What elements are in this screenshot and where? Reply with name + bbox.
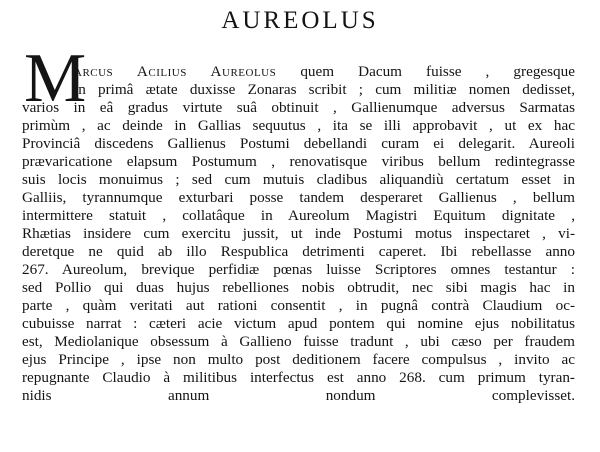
text-line: suis locis monuimus ; sed cum mutuis cladibus aliquandiù certatum esset in <box>22 171 575 188</box>
text-line: ejus Principe , ipse non multo post deditionem facere compulsus , invito ac <box>22 351 575 368</box>
text-line: Galliis, tyrannumque exturbari posse tandem desperaret Gallienus , bellum <box>22 189 575 206</box>
text-line: sed Pollio qui duas hujus rebelliones nobis obtrudit, nec sibi magis hac in <box>22 279 575 296</box>
name-smallcaps: arcus Acilius Aureolus <box>74 63 277 80</box>
text-line: in primâ ætate duxisse Zonaras scribit ; cum militiæ nomen dedisset, <box>74 81 575 98</box>
text-line: Rhætias insidere cum exercitu jussit, ut inde Postumi motus inspectaret , vi- <box>22 225 575 242</box>
text-line: parte , quàm veritati aut rationi consentit , in pugnâ contrà Claudium oc- <box>22 297 575 314</box>
text-line: Provinciâ discedens Gallienus Postumi debellandi curam ei delegarit. Aureoli <box>22 135 575 152</box>
text-line: primùm , ac deinde in Gallias sequutus , ita se illi approbavit , ut ex hac <box>22 117 575 134</box>
first-line-rest: quem Dacum fuisse , gregesque <box>276 63 575 80</box>
text-line: nidis annum nondum complevisset. <box>22 387 575 404</box>
text-line: repugnante Claudio à militibus interfectus est anno 268. cum primum tyran- <box>22 369 575 386</box>
text-line: 267. Aureolum, brevique perfidiæ pœnas luisse Scriptores omnes testantur : <box>22 261 575 278</box>
text-line-first <box>74 64 575 80</box>
text-line: est, Mediolanique obsessum à Gallieno fuisse tradunt , ubi cæso per fraudem <box>22 333 575 350</box>
text-line: cubuisse narrat : cæteri acie victum apud pontem qui nomine ejus nobilitatus <box>22 315 575 332</box>
drop-cap: M <box>24 40 87 117</box>
text-line: varios in eâ gradus virtute suâ obtinuit , Gallienumque adversus Sarmatas <box>22 99 575 116</box>
text-line: prævaricatione elapsum Postumum , renovatisque viribus bellum redintegrasse <box>22 153 575 170</box>
page-title: AUREOLUS <box>221 7 379 34</box>
text-line: deretque ne quid ab illo Respublica detrimenti caperet. Ibi rebellasse anno <box>22 243 575 260</box>
text-line: intermittere statuit , collatâque in Aureolum Magistri Equitum dignitate , <box>22 207 575 224</box>
